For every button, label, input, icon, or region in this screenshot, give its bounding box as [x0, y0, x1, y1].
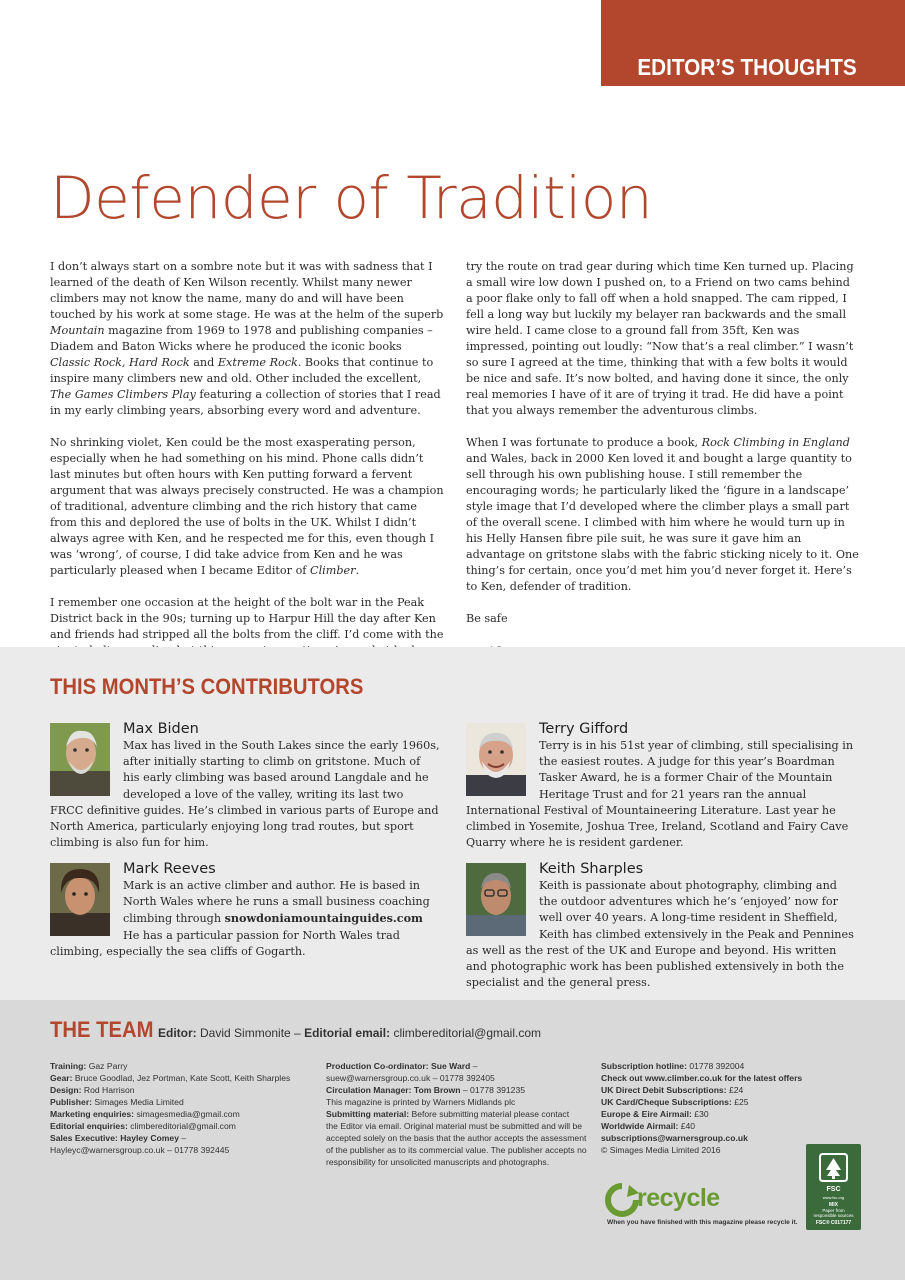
- recycle-caption: When you have finished with this magazine please recycle it.: [607, 1219, 798, 1226]
- fsc-code: FSC® C017177: [815, 1220, 852, 1226]
- fsc-badge: [806, 1144, 861, 1230]
- contributor-photo-keith-sharples: [466, 863, 526, 936]
- credit-line: © Simages Media Limited 2016: [601, 1145, 721, 1155]
- credit-line: Sales Executive: Hayley Comey –: [50, 1133, 187, 1143]
- credit-line: Hayleyc@warnersgroup.co.uk – 01778 392445: [50, 1145, 230, 1155]
- credit-line: Production Co-ordinator: Sue Ward –: [326, 1061, 478, 1071]
- contributor-name: Keith Sharples: [539, 861, 644, 877]
- credit-line: Publisher: Simages Media Limited: [50, 1097, 184, 1107]
- article-paragraph: When I was fortunate to produce a book, Rock Climbing in England and Wales, back in 2000 Ken loved it and bought a large quantity to sell through his own publishing house. I still remember the encouraging words; he particularly liked the ‘figure in a landscape’ style image that I’d developed where the climber plays a small part of the overall scene. I climbed with him where he would turn up in his Helly Hansen fibre pile suit, he was sure it gave him an advantage on gritstone slabs with the fabric sticking nicely to it. One thing’s for certain, once you’d met him you’d never forget it. Here’s to Ken, defender of tradition.: [466, 436, 859, 593]
- article-headline: Defender of Tradition: [50, 164, 653, 232]
- contributor-name: Max Biden: [123, 721, 199, 737]
- contributor-name: Terry Gifford: [539, 721, 629, 737]
- contributor-name: Mark Reeves: [123, 861, 216, 877]
- fsc-mix: MIX: [829, 1202, 838, 1208]
- credit-line: responsibility for unsolicited manuscripts and photographs.: [326, 1157, 550, 1167]
- contributor-bio: Max has lived in the South Lakes since the early 1960s, after initially starting to climb on gritstone. Much of his early climbing was based around Langdale and he developed a love of the valley, writing its last two FRCC definitive guides. He’s climbed in various parts of Europe and North America, particularly enjoying long trad routes, but sport climbing is also fun for him.: [50, 739, 440, 850]
- fsc-url: www.fsc.org: [822, 1195, 845, 1200]
- credit-line: Check out www.climber.co.uk for the latest offers: [601, 1073, 803, 1083]
- contributor-bio: Terry is in his 51st year of climbing, still specialising in the easiest routes. A judge for this year’s Boardman Tasker Award, he is a former Chair of the Mountain Heritage Trust and for 21 years ran the annual International Festival of Mountaineering Literature. Last year he climbed in Yosemite, Joshua Tree, Ireland, Scotland and Fairy Cave Quarry where he is resident gardener.: [466, 739, 854, 850]
- credit-line: accepted solely on the basis that the author accepts the assessment: [326, 1133, 587, 1143]
- recycle-logo: [605, 1180, 798, 1230]
- credit-line: suew@warnersgroup.co.uk – 01778 392405: [326, 1073, 495, 1083]
- recycle-icon: [605, 1183, 639, 1217]
- fsc-tree-icon: [816, 1150, 851, 1185]
- credit-line: Training: Gaz Parry: [50, 1061, 128, 1071]
- credit-line: Worldwide Airmail: £40: [601, 1121, 696, 1131]
- team-editor-line: Editor: David Simmonite – Editorial email: climbereditorial@gmail.com: [158, 1026, 542, 1040]
- credit-line: UK Direct Debit Subscriptions: £24: [601, 1085, 744, 1095]
- article-column-1: [50, 259, 444, 691]
- credit-line: Circulation Manager: Tom Brown – 01778 391235: [326, 1085, 526, 1095]
- contributor-mark-reeves: [50, 860, 440, 960]
- credit-line: Europe & Eire Airmail: £30: [601, 1109, 709, 1119]
- contributors-title: THIS MONTH’S CONTRIBUTORS: [50, 674, 364, 699]
- editorial-email: climbereditorial@gmail.com: [393, 1026, 542, 1040]
- credit-line: Editorial enquiries: climbereditorial@gmail.com: [50, 1121, 236, 1131]
- section-tag-label: EDITOR’S THOUGHTS: [637, 54, 857, 80]
- article-column-2: [466, 259, 860, 675]
- fsc-name: FSC: [826, 1186, 841, 1193]
- signoff: Be safe: [466, 612, 508, 625]
- credit-line: Design: Rod Harrison: [50, 1085, 135, 1095]
- article-paragraph: No shrinking violet, Ken could be the most exasperating person, especially when he had something on his mind. Phone calls didn’t last minutes but often hours with Ken putting forward a fervent argument that was always precisely constructed. He was a champion of traditional, adventure climbing and the rich history that came from this and deplored the use of bolts in the UK. Whilst I didn’t always agree with Ken, and he respected me for this, even though I was ‘wrong’, of course, I did take advice from Ken and he was particularly pleased when I became Editor of Climber.: [50, 436, 444, 577]
- article-paragraph: I remember one occasion at the height of the bolt war in the Peak District back in the 90s; turning up to Harpur Hill the day after Ken and friends had stripped all the bolts from the cliff. I’d come with the: [50, 596, 444, 641]
- contributor-bio: Mark is an active climber and author. He is based in North Wales where he runs a small business coaching climbing through snowdoniamountainguides.com He has a particular passion for North Wales trad climbing, especially the sea cliffs of Gogarth.: [50, 879, 430, 958]
- credit-line: the Editor via email. Original material must be submitted and will be: [326, 1121, 583, 1131]
- contributor-keith-sharples: [466, 860, 856, 991]
- credit-line: UK Card/Cheque Subscriptions: £25: [601, 1097, 749, 1107]
- fsc-desc-2: responsible sources: [813, 1213, 854, 1218]
- credit-line: Marketing enquiries: simagesmedia@gmail.com: [50, 1109, 240, 1119]
- team-credits-col-1: [50, 1060, 300, 1156]
- contributor-photo-mark-reeves: [50, 863, 110, 936]
- contributor-max-biden: [50, 720, 440, 851]
- team-credits-col-3: [601, 1060, 801, 1156]
- article-paragraph: try the route on trad gear during which time Ken turned up. Placing a small wire low down I pushed on, to a Friend on two cams behind a poor flake only to fall off when a hold snapped. The cam ripped, I fell a long way but luckily my belayer ran backwards and the small wire held. I came close to a ground fall from 35ft, Ken was impressed, pointing out loudly: “Now that’s a real climber.” I wasn’t so sure I agreed at the time, thinking that with a few bolts it would be nice and safe. It’s now bolted, and having done it since, the only real memories I have of it are of trying it trad. He did have a point that you always remember the adventurous climbs.: [466, 260, 854, 417]
- contributor-terry-gifford: [466, 720, 856, 851]
- team-title: THE TEAM: [50, 1017, 154, 1042]
- team-credits-col-2: [326, 1060, 596, 1168]
- fsc-desc-1: Paper from: [822, 1208, 845, 1213]
- credit-line: This magazine is printed by Warners Midlands plc: [326, 1097, 516, 1107]
- credit-line: Submitting material: Before submitting material please contact: [326, 1109, 570, 1119]
- credit-line: Gear: Bruce Goodlad, Jez Portman, Kate Scott, Keith Sharples: [50, 1073, 291, 1083]
- recycle-word: recycle: [637, 1184, 720, 1212]
- contributor-photo-terry-gifford: [466, 723, 526, 796]
- contributor-bio: Keith is passionate about photography, climbing and the outdoor adventures which he’s ‘enjoyed’ now for well over 40 years. A long-time resident in Sheffield, Keith has climbed extensively in the Peak and Pennines as well as the rest of the UK and Europe and beyond. His written and photographic work has been published extensively in both the specialist and the general press.: [466, 879, 854, 990]
- article-paragraph: I don’t always start on a sombre note but it was with sadness that I learned of the death of Ken Wilson recently. Whilst many newer climbers may not know the name, many do and will have been touched by his work at some stage. He was at the helm of the superb Mountain magazine from 1969 to 1978 and publishing companies – Diadem and Baton Wicks where he produced the iconic books Classic Rock, Hard Rock and Extreme Rock. Books that continue to inspire many climbers new and old. Other included the excellent, The Games Climbers Play featuring a collection of stories that I read in my early climbing years, absorbing every word and adventure.: [50, 260, 444, 417]
- contributor-website: snowdoniamountainguides.com: [224, 911, 423, 926]
- section-tag: [601, 0, 905, 86]
- credit-line: of the publisher as to its commercial value. The publisher accepts no: [326, 1145, 587, 1155]
- contributor-photo-max-biden: [50, 723, 110, 796]
- credit-line: subscriptions@warnersgroup.co.uk: [601, 1133, 748, 1143]
- credit-line: Subscription hotline: 01778 392004: [601, 1061, 745, 1071]
